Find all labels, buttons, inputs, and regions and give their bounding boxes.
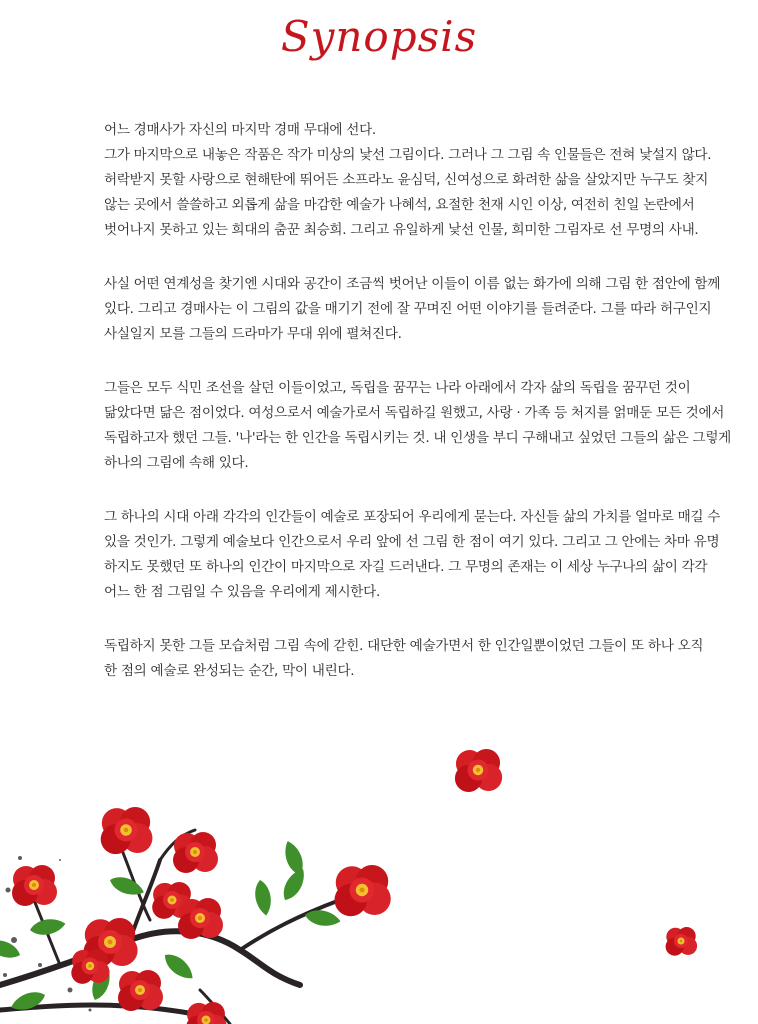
text-line: 한 점의 예술로 완성되는 순간, 막이 내린다. (104, 663, 355, 679)
text-line: 않는 곳에서 쓸쓸하고 외롭게 삶을 마감한 예술가 나혜석, 요절한 천재 시인 이상, 여전히 친일 논란에서 (104, 197, 695, 213)
branch (0, 830, 340, 1024)
text-line: 있을 것인가. 그렇게 예술보다 인간으로서 우리 앞에 선 그림 한 점이 여기 있다. 그리고 그 안에는 차마 유명 (104, 534, 720, 550)
text-line: 벗어나지 못하고 있는 희대의 춤꾼 최승희. 그리고 유일하게 낯선 인물, 희미한 그림자로 선 무명의 사내. (104, 222, 699, 238)
text-line: 허락받지 못할 사랑으로 현해탄에 뛰어든 소프라노 윤심덕, 신여성으로 화려한 삶을 살았지만 누구도 찾지 (104, 172, 709, 188)
paragraph (104, 118, 712, 243)
falling-flower (666, 927, 698, 956)
text-line: 닮았다면 닮은 점이었다. 여성으로서 예술가로서 독립하길 원했고, 사랑 · 가족 등 처지를 얽매둔 모든 것에서 (104, 405, 725, 421)
paragraph (104, 376, 731, 476)
synopsis-body (104, 118, 731, 713)
text-line: 그 하나의 시대 아래 각각의 인간들이 예술로 포장되어 우리에게 묻는다. 자신들 삶의 가치를 얼마로 매길 수 (104, 509, 721, 525)
paragraph (104, 505, 721, 605)
text-line: 어느 한 점 그림일 수 있음을 우리에게 제시한다. (104, 584, 380, 600)
text-line: 사실 어떤 연계성을 찾기엔 시대와 공간이 조금씩 벗어난 이들이 이름 없는 화가에 의해 그림 한 점안에 함께 (104, 276, 721, 292)
text-line: 그들은 모두 식민 조선을 살던 이들이었고, 독립을 꿈꾸는 나라 아래에서 각자 삶의 독립을 꿈꾸던 것이 (104, 380, 691, 396)
text-line: 그가 마지막으로 내놓은 작품은 작가 미상의 낯선 그림이다. 그러나 그 그림 속 인물들은 전혀 낯설지 않다. (104, 147, 712, 163)
text-line: 있다. 그리고 경매사는 이 그림의 값을 매기기 전에 잘 꾸며진 어떤 이야기를 들려준다. 그를 따라 허구인지 (104, 301, 712, 317)
text-line: 독립하지 못한 그들 모습처럼 그림 속에 갇힌. 대단한 예술가면서 한 인간일뿐이었던 그들이 또 하나 오직 (104, 638, 704, 654)
page-title: Synopsis (280, 12, 478, 61)
text-line: 사실일지 모를 그들의 드라마가 무대 위에 펼쳐진다. (104, 326, 402, 342)
camellia-flowers (12, 807, 391, 1024)
text-line: 독립하고자 했던 그들. '나'라는 한 인간을 독립시키는 것. 내 인생을 부디 구해내고 싶었던 그들의 삶은 그렇게 (104, 430, 731, 446)
text-line: 어느 경매사가 자신의 마지막 경매 무대에 선다. (104, 122, 376, 138)
text-line: 하지도 못했던 또 하나의 인간이 마지막으로 자길 드러낸다. 그 무명의 존재는 이 세상 누구나의 삶이 각각 (104, 559, 708, 575)
paragraph (104, 634, 704, 684)
ink-splatter (3, 856, 132, 1012)
paragraph (104, 272, 721, 347)
leaves (0, 839, 342, 1015)
falling-flower (455, 749, 502, 792)
text-line: 하나의 그림에 속해 있다. (104, 455, 249, 471)
